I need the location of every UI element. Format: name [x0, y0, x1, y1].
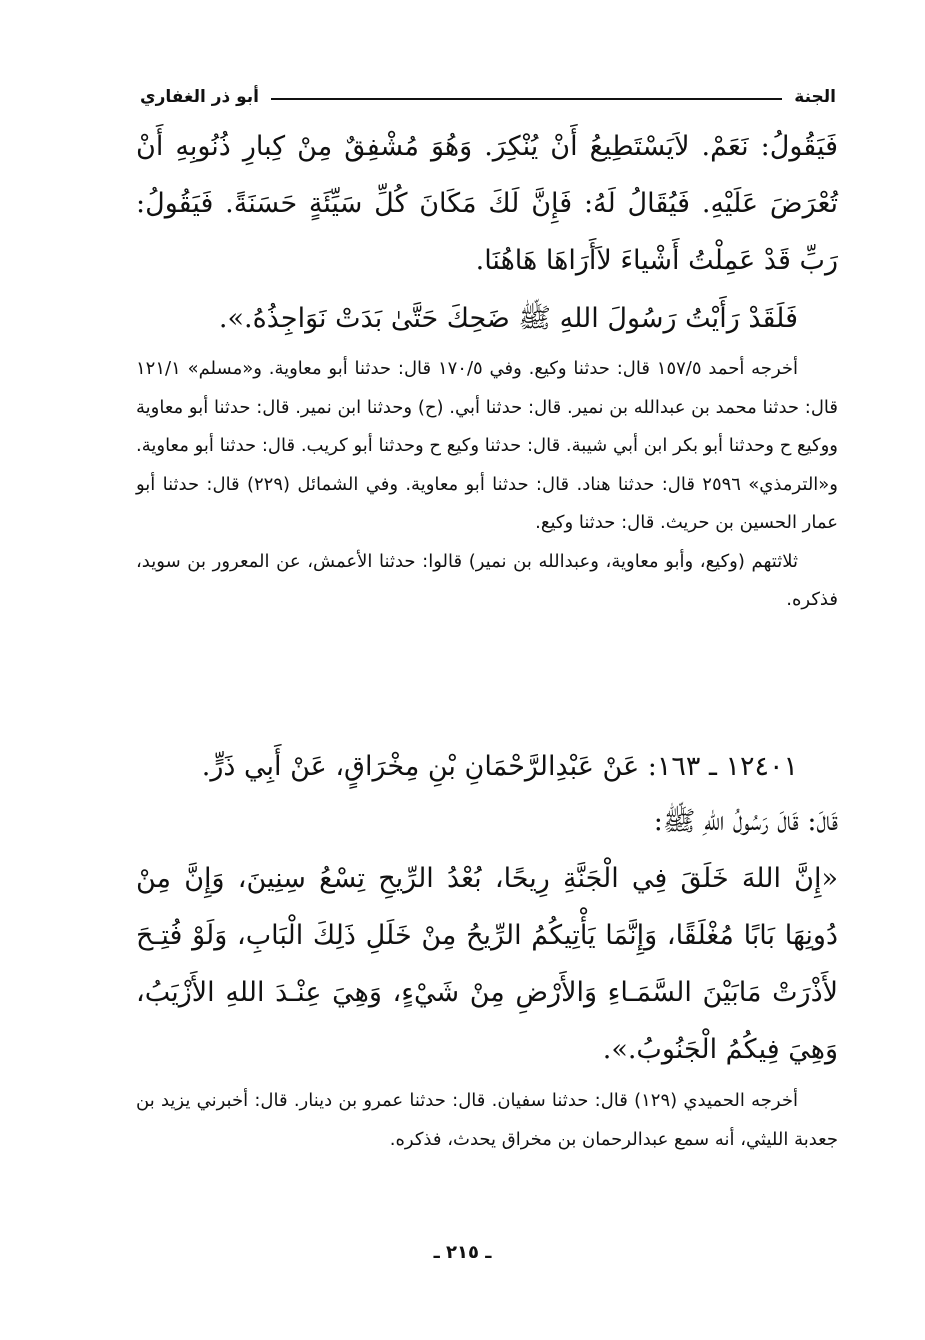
hadith-1240-number: ١٢٤٠١ ـ ١٦٣: — [647, 751, 798, 782]
takhrij-1 — [136, 350, 838, 620]
takhrij-2-paragraph-1: أخرجه الحميدي (١٢٩) قال: حدثنا سفيان. قال: حدثنا عمرو بن دينار. قال: أخبرني يزيد بن جعدبة الليثي، أنه سمع عبدالرحمان بن مخراق يحدث، فذكره. — [136, 1090, 838, 1150]
header-companion-name: أبو ذر الغفاري — [140, 87, 260, 107]
header-rule — [271, 98, 782, 100]
hadith-continuation-line-1: فَيَقُولُ: نَعَمْ. لاَيَسْتَطِيعُ أَنْ يُنْكِرَ. وَهُوَ مُشْفِقٌ مِنْ كِبارِ ذُنُوبِهِ أَنْ تُعْرَضَ عَلَيْهِ. فَيُقَالُ لَهُ: فَإِنَّ لَكَ مَكَانَ كُلِّ سَيِّئَةٍ حَسَنَةً. فَيَقُولُ: رَبِّ قَدْ عَمِلْتُ أَشْياءَ لاَأَرَاهَا هَاهُنَا. — [136, 131, 838, 276]
hadith-continuation-text — [136, 118, 838, 289]
takhrij-1-paragraph-2: ثلاثتهم (وكيع، وأبو معاوية، وعبدالله بن نمير) قالوا: حدثنا الأعمش، عن المعرور بن سويد، فذكره. — [136, 550, 838, 610]
hadith-1240-matn: «إِنَّ اللهَ خَلَقَ فِي الْجَنَّةِ رِيحًا، بُعْدُ الرِّيحِ تِسْعُ سِنِينَ، وَإِنَّ مِنْ دُونِهَا بَابًا مُغْلَقًا، وَإِنَّمَا يَأْتِيكُمُ الرِّيحُ مِنْ خَلَلِ ذَلِكَ الْبَابِ، وَلَوْ فُتِـحَ لأَذْرَتْ مَابَيْنَ السَّمَـاءِ وَالأَرْضِ مِنْ شَيْءٍ، وَهِيَ عِنْـدَ اللهِ الأَزْيَبُ، وَهِيَ فِيكُمُ الْجَنُوبُ.». — [136, 863, 838, 1065]
running-header — [140, 84, 836, 110]
hadith-continuation-line-2: فَلَقَدْ رَأَيْتُ رَسُولَ اللهِ ﷺ ضَحِكَ حَتَّىٰ بَدَتْ نَوَاجِذُهُ.». — [218, 303, 798, 334]
hadith-continuation-ending — [136, 290, 838, 347]
hadith-1240-intro-block — [136, 793, 838, 850]
takhrij-1-paragraph-1: أخرجه أحمد ١٥٧/٥ قال: حدثنا وكيع. وفي ١٧٠/٥ قال: حدثنا أبو معاوية. و«مسلم» ١٢١/١ قال: حدثنا محمد بن عبدالله بن نمير. قال: حدثنا أبي. (ح) وحدثنا ابن نمير. قال: حدثنا أبو معاوية ووكيع ح وحدثنا أبو بكر ابن أبي شيبة. قال: حدثنا وكيع ح وحدثنا أبو كريب. قال: حدثنا أبو معاوية. و«الترمذي» ٢٥٩٦ قال: حدثنا هناد. قال: حدثنا أبو معاوية. وفي الشمائل (٢٢٩) قال: حدثنا أبو عمار الحسين بن حريث. قال: حدثنا وكيع. — [136, 358, 839, 533]
page-number: ـ ٢١٥ ـ — [433, 1242, 492, 1263]
hadith-1240-matn-block — [136, 850, 838, 1078]
header-section-title: الجنة — [794, 87, 836, 107]
takhrij-2 — [136, 1082, 838, 1159]
hadith-1240-intro: قَالَ: قَالَ رَسُولُ اللهِ ﷺ: — [653, 806, 838, 837]
hadith-1240-isnad: عَنْ عَبْدِالرَّحْمَانِ بْنِ مِخْرَاقٍ، عَنْ أَبِي ذَرٍّ. — [201, 751, 640, 782]
hadith-1240-header — [136, 738, 838, 795]
